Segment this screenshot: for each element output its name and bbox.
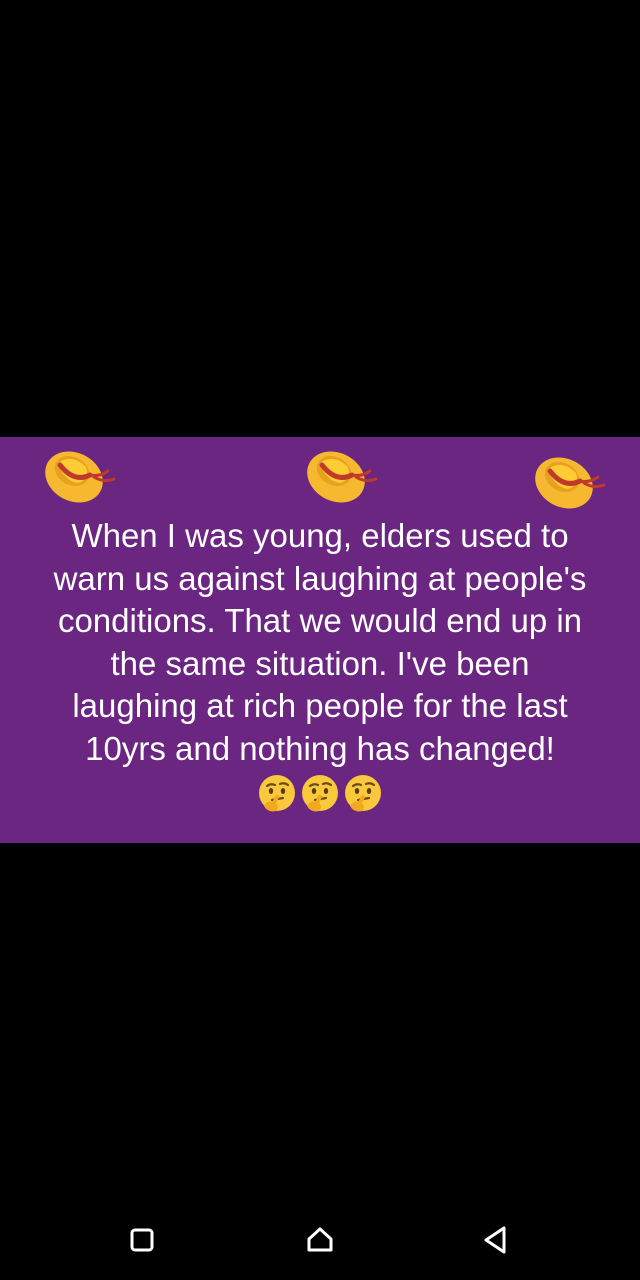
thinking-face-emoji-icon xyxy=(256,773,298,815)
post-image-card xyxy=(0,437,640,843)
post-text-line: 10yrs and nothing has changed! xyxy=(85,729,555,767)
post-text-line: When I was young, elders used to xyxy=(71,517,569,554)
thinking-face-emoji-icon xyxy=(299,773,341,815)
post-text xyxy=(16,515,624,770)
post-text-line: laughing at rich people for the last xyxy=(72,687,568,724)
home-icon[interactable] xyxy=(302,1222,338,1258)
back-triangle-icon[interactable] xyxy=(478,1222,514,1258)
hat-emoji-icon xyxy=(38,441,122,507)
thinking-face-emoji-icon xyxy=(342,773,384,815)
android-navigation-bar xyxy=(0,1200,640,1280)
recents-square-icon[interactable] xyxy=(124,1222,160,1258)
post-text-line: conditions. That we would end up in xyxy=(57,602,583,639)
hat-emoji-icon xyxy=(528,447,612,513)
post-text-line: the same situation. I've been xyxy=(110,644,530,682)
hat-emoji-icon xyxy=(300,441,384,507)
thinking-emoji-row xyxy=(256,773,386,817)
post-text-line: warn us against laughing at people's xyxy=(53,559,587,597)
